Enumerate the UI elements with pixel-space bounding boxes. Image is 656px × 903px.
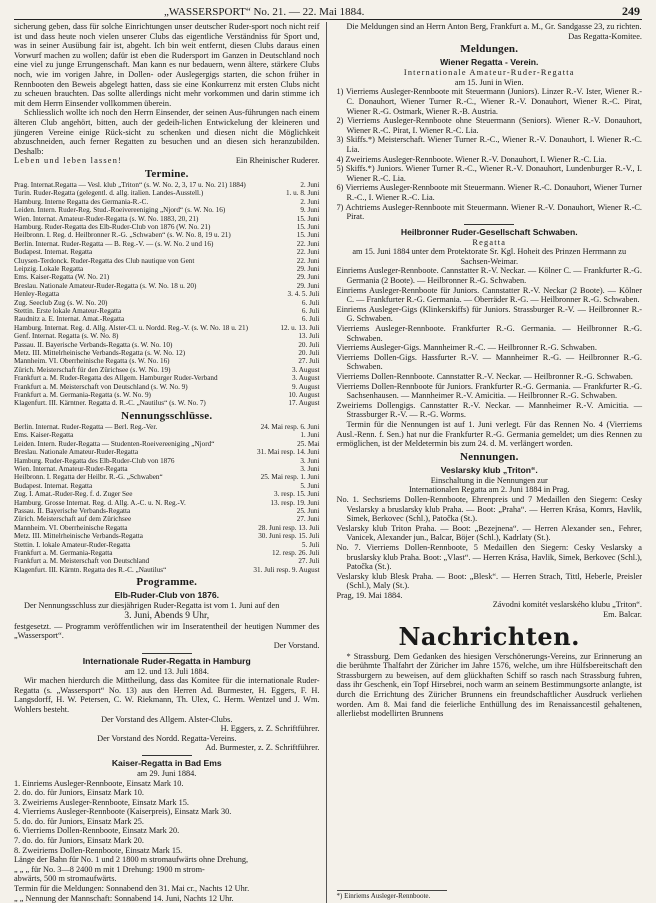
paragraph-item: Veslarsky klub Triton Praha. — Boot: „Bezejnena“. — Herren Alexander sen., Fehrer, Vanicek, Alexander jun., Balcar, Böjer (Schl.), Kadrlaty (St.).	[336, 523, 642, 543]
triton-subheading-2: Internationalen Regatta am 2. Juni 1884 in Prag.	[408, 485, 570, 495]
paragraph-item: 3) Skiffs.*) Meisterschaft. Wiener Turner R.-C., Wiener R.-V. Donauhort, I. Wiener R.-C. Lia.	[336, 135, 642, 154]
list-item-date: 29. Juni	[296, 273, 320, 282]
programme-heading: Programme.	[136, 576, 198, 589]
list-item-label: Frankfurt a. M. Germania-Regatta (s. W. No. 9)	[14, 391, 151, 400]
list-item	[14, 473, 320, 481]
ems-regatta-heading: Kaiser-Regatta in Bad Ems	[111, 757, 222, 768]
ems-regatta-notes	[14, 855, 320, 903]
hamburg-sign-2b: Ad. Burmester, z. Z. Schriftführer.	[205, 743, 320, 753]
list-item-label: Cluysen-Terdonck. Ruder-Regatta des Club nautique von Gent	[14, 256, 195, 265]
paragraph-item: Termin für die Meldungen: Sonnabend den 31. Mai cr., Nachts 12 Uhr.	[14, 884, 250, 894]
list-item	[14, 566, 320, 574]
list-item	[14, 248, 320, 256]
nennungsschluesse-heading: Nennungsschlüsse.	[121, 409, 213, 422]
list-item	[14, 349, 320, 357]
list-item-label: Berlin. Internat. Ruder-Regatta — B. Reg.-V. — (s. W. No. 2 und 16)	[14, 239, 214, 248]
list-item-date: 24. Mai resp. 6. Juni	[260, 422, 320, 431]
list-item	[14, 223, 320, 231]
list-item-label: Frankfurt a. M. Ruder-Regatta des Allgem. Hamburger Ruder-Verband	[14, 374, 218, 383]
list-item	[14, 448, 320, 456]
list-item-label: Klagenfurt. III. Kärntner. Regatta d. R.-C. „Nautilus“ (s. W. No. 7)	[14, 399, 206, 408]
paragraph-item: Vierriems Ausleger-Rennboote. Frankfurter R.-G. Germania. — Heilbronner R.-G. Schwaben.	[336, 324, 642, 343]
list-item	[14, 240, 320, 248]
triton-subheading: Einschaltung in die Nennungen zur	[430, 475, 548, 485]
list-item	[14, 490, 320, 498]
list-item-label: Budapest. Internat. Regatta	[14, 248, 93, 257]
paragraph-item: Länge der Bahn für No. 1 und 2 1800 m stromaufwärts ohne Drehung,	[14, 855, 249, 865]
list-item	[14, 265, 320, 273]
list-item-label: Leiden. Intern. Ruder-Regatta — Studenten-Roeivereeniging „Njord“	[14, 439, 215, 448]
list-item	[14, 215, 320, 223]
list-item	[14, 181, 320, 189]
list-item-label: Frankfurt a. M. Meisterschaft von Deutschland (s. W. No. 9)	[14, 382, 188, 391]
ems-regatta-date: am 29. Juni 1884.	[137, 768, 197, 778]
elb-club-heading: Elb-Ruder-Club von 1876.	[114, 590, 220, 601]
page-header	[14, 4, 642, 18]
list-item-date: 29. Juni	[296, 264, 320, 273]
intro-paragraph-1: sicherung geben, dass für solche Einrichtungen unser deutscher Ruder-sport noch nicht reif ist und dass heute noch vielen unserer Clubs das eigentliche Verständniss für Sport und, was in seiner Ausübung fair ist, abgeht. Ich bin weit entfernt, diesen Clubs daraus einen Vorwurf machen zu wollen; dafür ist eben die Rudersport im Ganzen in Deutschland noch eine viel zu junge Errungenschaft. Man kann es nur bedauern, wenn ältere, stärkere Clubs noch, wie im vorigen Jahre, in Dollen- oder Auslegergigs starten, die schon früher in Rennbooten den Beweis abgelegt hatten, dass sie eine Konkurrenz mit ersten Clubs nicht zu scheuen brauchten. Das sollte allerdings nicht mehr vorkommen und darin stimme ich mit dem Herrn Einsender vollkommen überein.	[14, 22, 320, 108]
list-item-label: Hamburg. Grosse Internat. Reg. d. Allg. A.-C. u. N. Reg.-V.	[14, 498, 186, 507]
list-item-date: 15. Juni	[296, 222, 320, 231]
list-item-label: Henley-Regatta	[14, 290, 60, 299]
list-item	[14, 299, 320, 307]
list-item-date: 20. Juli	[298, 349, 320, 358]
list-item	[14, 457, 320, 465]
list-item-label: Mannheim. VI. Oberrheinische Regatta	[14, 523, 128, 532]
list-item-label: Heilbronn. I. Reg. d. Heilbronner R.-G. „Schwaben“ (s. W. No. 8, 19 u. 21)	[14, 231, 231, 240]
list-item	[14, 399, 320, 407]
paragraph-item: 1. Einriems Ausleger-Rennboote, Einsatz Mark 10.	[14, 778, 184, 788]
list-item-label: Hamburg. Interne Regatta des Germania-R.-C.	[14, 197, 149, 206]
list-item	[14, 307, 320, 315]
list-item-label: Passau. II. Bayerische Verbands-Regatta	[14, 506, 131, 515]
list-item-date: 3. August	[291, 374, 320, 383]
list-item	[14, 383, 320, 391]
list-item-date: 13. Juli	[298, 332, 320, 341]
heilbronn-entries	[337, 266, 643, 420]
list-item-label: Passau. II. Bayerische Verbands-Regatta (s. W. No. 10)	[14, 340, 173, 349]
hamburg-regatta-heading: Internationale Ruder-Regatta in Hamburg	[82, 655, 251, 666]
list-item-date: 13. resp. 19. Juni	[270, 498, 320, 507]
wien-entries	[337, 87, 643, 221]
list-item-label: Hamburg. Ruder-Regatta des Elb-Ruder-Club von 1876	[14, 456, 175, 465]
list-item	[14, 315, 320, 323]
meldungen-heading: Meldungen.	[460, 43, 519, 56]
list-item-date: 10. August	[288, 391, 320, 400]
list-item-date: 22. Juni	[296, 239, 320, 248]
top-text: Die Meldungen sind an Herrn Anton Berg, Frankfurt a. M., Gr. Sandgasse 23, zu richten.	[346, 22, 642, 31]
list-item	[14, 273, 320, 281]
paragraph-item: Vierriems Dollen-Rennboote für Juniors. Frankfurter R.-G. Germania. — Frankfurter R.-G. Sachsenhausen. — Mannheimer R.-V. Amicitia. — Heilbronner R.-G. Schwaben.	[336, 381, 642, 401]
list-item	[14, 290, 320, 298]
list-item-date: 28. Juni resp. 13. Juli	[258, 523, 320, 532]
list-item-label: Wien. Internat. Amateur-Ruder-Regatta (s. W. No. 1883, 20, 21)	[14, 214, 199, 223]
list-item	[14, 541, 320, 549]
paragraph-item: 4. Vierriems Ausleger-Rennboote (Kaiserpreis), Einsatz Mark 30.	[14, 807, 232, 817]
list-item-label: Berlin. Internat. Ruder-Regatta — Berl. Reg.-Ver.	[14, 422, 158, 431]
list-item-date: 5. Juli	[301, 540, 320, 549]
list-item-label: Breslau. Nationale Amateur-Ruder-Regatta	[14, 448, 139, 457]
list-item	[14, 366, 320, 374]
list-item-date: 3. Juni	[300, 464, 320, 473]
list-item-date: 20. Juli	[298, 340, 320, 349]
list-item-date: 3. 4. 5. Juli	[287, 290, 320, 299]
list-item-date: 5. Juni	[300, 481, 320, 490]
list-item-label: Ems. Kaiser-Regatta	[14, 431, 74, 440]
list-item-label: Zürich. Meisterschaft auf dem Zürichsee	[14, 515, 132, 524]
list-item-date: 30. Juni resp. 15. Juli	[258, 532, 320, 541]
list-item-date: 6. Juli	[301, 298, 320, 307]
list-item-label: Genf. Internat. Regatta (s. W. No. 8)	[14, 332, 119, 341]
list-item-date: 9. Juni	[300, 206, 320, 215]
paragraph-item: Vierriems Dollen-Gigs. Hassfurter R.-V. — Mannheimer R.-G. — Heilbronner R.-G. Schwaben.	[336, 352, 642, 372]
list-item-date: 25. Mai	[297, 439, 320, 448]
paragraph-item: 5. do. do. für Juniors, Einsatz Mark 25.	[14, 816, 144, 826]
paragraph-item: 2. do. do. für Juniors, Einsatz Mark 10.	[14, 788, 144, 798]
elb-date: 3. Juni, Abends 9 Uhr,	[124, 610, 210, 621]
list-item-date: 22. Juni	[296, 256, 320, 265]
paragraph-item: 6) Vierriems Ausleger-Rennboote mit Steuermann. Wiener R.-C. Donauhort, Wiener Turner R.-C., I. Wiener R.-C. Lia.	[336, 183, 642, 202]
list-item-label: Turin. Ruder-Regatta (gelegentl. d. allg. italien. Landes-Ausstell.)	[14, 189, 204, 198]
list-item	[14, 499, 320, 507]
list-item	[14, 332, 320, 340]
paragraph-item: 5) Skiffs.*) Juniors. Wiener Turner R.-C., Wiener R.-V. Donauhort, Lundenburger R.-V., I. Wiener R.-C. Lia.	[336, 164, 642, 183]
list-item-label: Metz. III. Mittelrheinische Verbands-Regatta (s. W. No. 12)	[14, 349, 186, 358]
list-item	[14, 431, 320, 439]
wien-heading: Wiener Regatta - Verein.	[440, 57, 539, 68]
paragraph-item: Vierriems Dollen-Rennboote. Cannstatter R.-V. Neckar. — Heilbronner R.-G. Schwaben.	[336, 372, 633, 381]
heilbronn-date: am 15. Juni 1884 unter dem Protektorate Sr. Kgl. Hoheit des Prinzen Herrmann zu Sachsen-Weimar.	[352, 247, 627, 266]
termine-heading: Termine.	[144, 167, 189, 180]
nachrichten-heading: Nachrichten.	[398, 621, 581, 651]
list-item	[14, 257, 320, 265]
list-item	[14, 440, 320, 448]
elb-signature: Der Vorstand.	[273, 640, 320, 650]
list-item-date: 15. Juni	[296, 231, 320, 240]
paragraph-item: „ „ Nennung der Mannschaft: Sonnabend 14. Juni, Nachts 12 Uhr.	[14, 893, 234, 903]
list-item	[14, 507, 320, 515]
triton-entries	[337, 495, 643, 601]
list-item-label: Zürich. Meisterschaft für den Zürichsee (s. W. No. 19)	[14, 365, 171, 374]
nachrichten-text: * Strassburg. Dem Gedanken des hiesigen Verschönerungs-Vereins, zur Erinnerung an die berühmte Thalfahrt der Züricher im Jahre 1576, welche, um ihre Hülfsbereitschaft den Strassburgern zu beweisen, auf dem glückhaften Schiff so rasch nach Strassburg fuhren, dass ihr Geschenk, ein Topf Hirsebrei, noch warm an seinem Bestimmungsorte anlangte, ist durch die Errichtung des Züricher Brunnens ein freundschaftlicher Ausdruck verliehen worden. Am 8. Mai fand die feierliche Enthüllung des im Renaissancestil gehaltenen, allerliebst modellirten Brunnens	[336, 651, 642, 719]
list-item	[14, 374, 320, 382]
paragraph-item: No. 7. Vierriems Dollen-Rennboote, 5 Medaillen den Siegern: Cesky Veslarsky a bruslarsky klub Praha. Boot: „Vlast“. — Herren Krása, Havlik, Simek, Berkovec (Schl.), Patočka (St.).	[336, 542, 642, 572]
list-item-label: Leiden. Intern. Ruder-Reg. Stud.-Roeivereeniging „Njord“ (s. W. No. 16)	[14, 206, 226, 215]
heilbronn-note: Termin für die Nennungen ist auf 1. Juni verlegt. Für das Rennen No. 4 (Vierriems Ausl.-Renn. f. Sen.) hat nur die Frankfurter R.-G. Germania gemeldet; um dies Rennen zu ermöglichen, ist der Meldetermin bis zum 24. d. M. verlängert worden.	[336, 419, 642, 449]
list-item-date: 3. Juni	[300, 456, 320, 465]
intro-paragraph-2: Schliesslich wollte ich noch den Herrn Einsender, der seinen Aus-führungen nach einem älteren Club angehört, bitten, auch der gedeih-lichen Entwickelung der kleineren und jüngeren Vereine einige Rück-sicht zu schenken und diesen nicht die Möglichkeit abzuschneiden, auch ferner Regatten zu besuchen und an diesen sich heranzubilden. Deshalb:	[14, 108, 320, 156]
list-item-date: 27. Juli	[298, 357, 320, 366]
list-item	[14, 391, 320, 399]
list-item-date: 6. Juli	[301, 307, 320, 315]
list-item	[14, 206, 320, 214]
list-item-date: 3. August	[291, 365, 320, 374]
list-item-label: Ems. Kaiser-Regatta (W. No. 21)	[14, 273, 110, 282]
heilbronn-heading: Heilbronner Ruder-Gesellschaft Schwaben.	[400, 226, 578, 237]
list-item-label: Leipzig. Lokale Regatta	[14, 264, 84, 273]
list-item-date: 9. August	[291, 382, 320, 391]
paragraph-item: Veslarsky klub Blesk Praha. — Boot: „Blesk“. — Herren Strach, Tittl, Heberle, Preisler (Schl.), Maly (St.).	[336, 571, 642, 591]
paragraph-item: 8. Zweiriems Dollen-Rennboote, Einsatz Mark 15.	[14, 845, 183, 855]
list-item-date: 1. Juni	[300, 431, 320, 440]
list-item	[14, 357, 320, 365]
list-item-date: 2. Juni	[300, 180, 320, 189]
top-signature: Das Regatta-Komitee.	[568, 31, 642, 41]
signature-line	[14, 156, 320, 166]
paragraph-item: Einriems Ausleger-Gigs (Klinkerskiffs) für Juniors. Strassburger R.-V. — Heilbronner R.-G. Schwaben.	[336, 304, 642, 324]
list-item	[14, 198, 320, 206]
list-item-label: Heilbronn. I. Regatta der Heilbr. R.-G. „Schwaben“	[14, 473, 163, 482]
termine-list	[14, 181, 320, 408]
paragraph-item: abwärts, 500 m stromaufwärts.	[14, 874, 117, 884]
elb-text-2: festgesetzt. — Programm veröffentlichen wir im Inseratentheil der heutigen Nummer des „Wassersport“.	[14, 621, 320, 641]
hamburg-sign-2: Der Vorstand des Nordd. Regatta-Vereins.	[97, 733, 237, 743]
list-item	[14, 549, 320, 557]
list-item-date: 12. resp. 26. Juli	[271, 548, 320, 557]
list-item	[14, 189, 320, 197]
list-item-label: Zug. I. Amat.-Ruder-Reg. f. d. Zuger See	[14, 490, 133, 499]
hamburg-sign-1: Der Vorstand des Allgem. Alster-Clubs.	[101, 714, 233, 724]
list-item-label: Wien. Internat. Amateur-Ruder-Regatta	[14, 464, 128, 473]
list-item	[14, 515, 320, 523]
list-item-label: Budapest. Internat. Regatta	[14, 481, 93, 490]
left-column	[14, 22, 327, 903]
list-item-label: Zug. Seeclub Zug (s. W. No. 20)	[14, 298, 108, 307]
list-item-date: 1. u. 8. Juni	[285, 189, 320, 198]
list-item	[14, 324, 320, 332]
paragraph-item: 3. Zweiriems Ausleger-Rennboote, Einsatz Mark 15.	[14, 797, 189, 807]
hamburg-regatta-text: Wir machen hierdurch die Mittheilung, dass das Komitee für die internationale Ruder-Regatta (s. „Wassersport“ No. 13) aus den Herren Ad. Burmester, H. Eggers, F. H. Langsdorff, H. W. Petersen, C. W. Riekmann, Th. Ulex, C. Herm. Wentzel und J. Wm. Wohlers besteht.	[14, 676, 320, 714]
list-item	[14, 557, 320, 565]
list-item-date: 31. Juli resp. 9. August	[253, 565, 320, 574]
list-item-date: 22. Juni	[296, 248, 320, 257]
wien-date: am 15. Juni in Wien.	[454, 77, 524, 87]
paragraph-item: 7) Achtriems Ausleger-Rennboote mit Steuermann. Wiener R.-V. Donauhort, Wiener R.-C. Pirat.	[336, 202, 642, 222]
page-number: 249	[622, 4, 640, 18]
paragraph-item: No. 1. Sechsriems Dollen-Rennboote, Ehrenpreis und 7 Medaillen den Siegern: Cesky Veslarsky a bruslarsky klub Praha. — Boot: „Praha“. — Herren Krása, Komrs, Havlik, Simek, Berkovec (Schl.), Patočka (St.).	[336, 494, 642, 524]
list-item-date: 27. Juni	[296, 515, 320, 524]
list-item-date: 12. u. 13. Juli	[280, 323, 320, 332]
list-item-label: Hamburg. Ruder-Regatta des Elb-Ruder-Club von 1876 (W. No. 21)	[14, 222, 211, 231]
paragraph-item: Einriems Ausleger-Rennboote für Juniors. Cannstatter R.-V. Neckar (2 Boote). — Kölner C. — Frankfurter R.-G. Germania. — Oberräder R.-G. — Heilbronner R.-G. Schwaben.	[336, 285, 642, 305]
list-item-date: 6. Juli	[301, 315, 320, 324]
list-item-date: 15. Juni	[296, 214, 320, 223]
heilbronn-subheading: Regatta	[472, 237, 507, 247]
list-item-label: Breslau. Nationale Amateur-Ruder-Regatta (s. W. No. 18 u. 20)	[14, 281, 197, 290]
hamburg-sign-1b: H. Eggers, z. Z. Schriftführer.	[220, 724, 320, 734]
triton-heading: Veslarsky klub „Triton“.	[440, 464, 538, 475]
paragraph-item: 6. Vierriems Dollen-Rennboote, Einsatz Mark 20.	[14, 826, 180, 836]
list-item	[14, 524, 320, 532]
list-item	[14, 231, 320, 239]
list-item-label: Mannheim. VI. Oberrheinische Regatta (s. W. No. 16)	[14, 357, 170, 366]
paragraph-item: „ „ „ für No. 3—8 2400 m mit 1 Drehung: 1900 m strom-	[14, 864, 205, 874]
list-item	[14, 282, 320, 290]
signature-motto: Leben und leben lassen!	[14, 156, 123, 166]
list-item-date: 3. resp. 15. Juni	[273, 490, 320, 499]
elb-text: Der Nennungsschluss zur diesjährigen Ruder-Regatta ist vom 1. Juni auf den	[24, 601, 280, 611]
list-item-label: Metz. III. Mittelrheinische Verbands-Regatta	[14, 532, 143, 541]
paragraph-item: 1) Vierriems Ausleger-Rennboote mit Steuermann (Juniors). Linzer R.-V. Ister, Wiener R.-C. Donauhort, Wiener Turner R.-C., Wiener R.-V. Donauhort, Wiener R.-C. Pirat, Wiener R.-G. Ostmark, Wiener R.-B. Austria.	[336, 87, 642, 116]
list-item-label: Frankfurt a. M. Meisterschaft von Deutschland	[14, 557, 150, 566]
list-item-label: Hamburg. Internat. Reg. d. Allg. Alster-Cl. u. Nordd. Reg.-V. (s. W. No. 18 u. 21)	[14, 323, 248, 332]
list-item	[14, 341, 320, 349]
paragraph-item: 4) Zweiriems Ausleger-Rennboote. Wiener R.-V. Donauhort, I. Wiener R.-C. Lia.	[336, 154, 607, 164]
list-item	[14, 482, 320, 490]
paragraph-item: 7. do. do. für Juniors, Einsatz Mark 20.	[14, 836, 144, 846]
list-item-date: 27. Juli	[298, 557, 320, 566]
wien-subheading: Internationale Amateur-Ruder-Regatta	[403, 68, 575, 78]
paragraph-item: Einriems Ausleger-Rennboote. Cannstatter R.-V. Neckar. — Kölner C. — Frankfurter R.-G. Germania (2 Boote). — Heilbronner R.-G. Schwaben.	[336, 266, 642, 286]
triton-signature-2: Em. Balcar.	[603, 610, 642, 620]
paragraph-item: 2) Vierriems Ausleger-Rennboote ohne Steuermann (Seniors). Wiener R.-V. Donauhort, Wiener R.-C. Pirat, I. Wiener R.-C. Lia.	[336, 116, 642, 135]
nennungen-heading: Nennungen.	[459, 450, 519, 463]
paragraph-item: Prag, 19. Mai 1884.	[336, 590, 403, 600]
list-item-label: Prag. Internat.Regatta — Vesl. klub „Triton“ (s. W. No. 2, 3, 17 u. No. 21) 1884)	[14, 180, 246, 189]
triton-signature: Závodni komitét veslarského klubu „Triton“.	[492, 600, 642, 610]
list-item-label: Stettin. I. lokale Amateur-Ruder-Regatta	[14, 540, 131, 549]
nennungsschluesse-list	[14, 423, 320, 574]
list-item-date: 2. Juni	[300, 197, 320, 206]
right-column	[337, 22, 643, 900]
list-item-date: 25. Juni	[296, 506, 320, 515]
list-item-date: 31. Mai resp. 14. Juni	[257, 448, 320, 457]
paragraph-item: Zweiriems Dollengigs. Cannstatter R.-V. Neckar. — Mannheimer R.-V. Amicitia. — Strassburger R.-V. — R.-G. Worms.	[336, 400, 642, 420]
ems-race-list	[14, 779, 320, 856]
list-item	[14, 532, 320, 540]
hamburg-regatta-date: am 12. und 13. Juli 1884.	[124, 666, 209, 676]
list-item-date: 17. August	[288, 399, 320, 408]
list-item-label: Frankfurt a. M. Germania-Regatta	[14, 548, 113, 557]
paragraph-item: Vierriems Ausleger-Gigs. Mannheimer R.-C. — Heilbronner R.-G. Schwaben.	[336, 343, 597, 353]
list-item-label: Stettin. Erste lokale Amateur-Regatta	[14, 307, 122, 315]
list-item-label: Klagenfurt. III. Kärntn. Regatta des R.-C. „Nautilus“	[14, 565, 167, 574]
list-item	[14, 465, 320, 473]
list-item-label: Raudnitz a. E. Internat. Amat.-Regatta	[14, 315, 125, 324]
list-item-date: 29. Juni	[296, 281, 320, 290]
list-item	[14, 423, 320, 431]
list-item-date: 25. Mai resp. 1. Juni	[260, 473, 320, 482]
signature-author: Ein Rheinischer Ruderer.	[235, 156, 320, 166]
header-title: „WASSERSPORT“ No. 21. — 22. Mai 1884.	[164, 6, 365, 18]
footnote: *) Einriems Ausleger-Rennboote.	[337, 890, 447, 900]
